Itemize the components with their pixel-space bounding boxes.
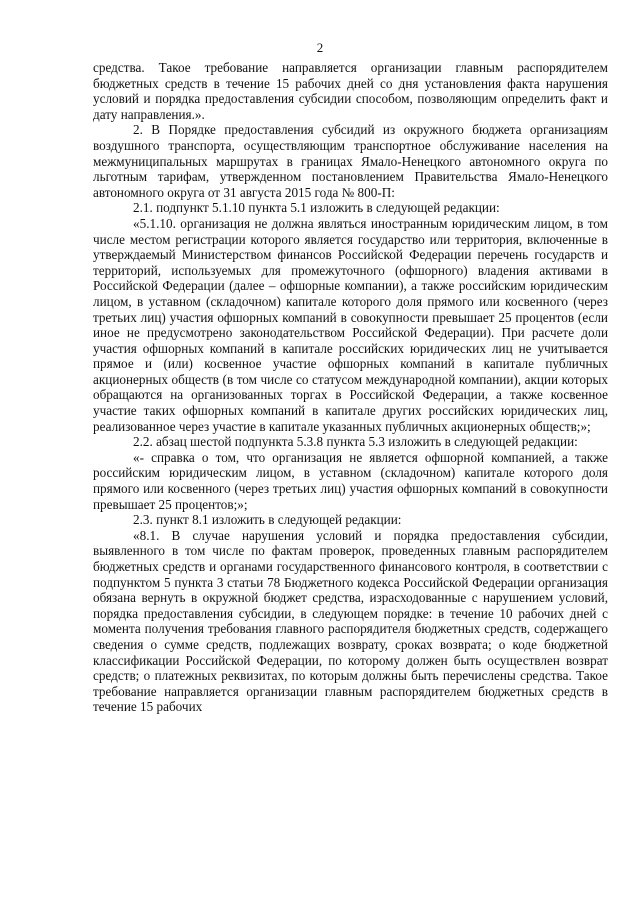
document-body <box>93 60 608 715</box>
page-number: 2 <box>316 40 324 55</box>
paragraph-quote-certificate: «- справка о том, что организация не является офшорной компанией, а также российским юридическим лицом, в уставном (складочном) капитале которого доля прямого или косвенного (через третьих лиц) участия офшорных компаний в совокупности превышает 25 процентов;»; <box>93 449 608 512</box>
paragraph-continuation: средства. Такое требование направляется организации главным распорядителем бюджетных средств в течение 15 рабочих дней со дня установления факта нарушения условий и порядка предоставления субсидии способом, позволяющим определить факт и дату направления.». <box>93 60 608 122</box>
paragraph-item-2-2: 2.2. абзац шестой подпункта 5.3.8 пункта 5.3 изложить в следующей редакции: <box>133 434 578 450</box>
paragraph-item-2-3: 2.3. пункт 8.1 изложить в следующей редакции: <box>133 512 402 528</box>
paragraph-item-2: 2. В Порядке предоставления субсидий из окружного бюджета организациям воздушного транспорта, осуществляющим транспортное обслуживание населения на межмуниципальных маршрутах в границах Ямало-Ненецкого автономного округа по льготным тарифам, утвержденном постановлением Правительства Ямало-Ненецкого автономного округа от 31 августа 2015 года № 800-П: <box>93 122 608 200</box>
paragraph-item-2-1: 2.1. подпункт 5.1.10 пункта 5.1 изложить в следующей редакции: <box>133 200 500 216</box>
paragraph-quote-8-1: «8.1. В случае нарушения условий и порядка предоставления субсидии, выявленного в том числе по фактам проверок, проведенных главным распорядителем бюджетных средств и органами государственного финансового контроля, в соответствии с подпунктом 5 пункта 3 статьи 78 Бюджетного кодекса Российской Федерации организация обязана вернуть в окружной бюджет средства, израсходованные с нарушением условий, порядка предоставления субсидии, в следующем порядке: в течение 10 рабочих дней с момента получения требования главного распорядителя бюджетных средств, содержащего сведения о сумме средств, подлежащих возврату, сроках возврата; о коде бюджетной классификации Российской Федерации, по которому должен быть осуществлен возврат средств; о платежных реквизитах, по которым должны быть перечислены средства. Такое требование направляется организации главным распорядителем бюджетных средств в течение 15 рабочих <box>93 527 608 715</box>
paragraph-quote-5-1-10: «5.1.10. организация не должна являться иностранным юридическим лицом, в том числе местом регистрации которого является государство или территория, включенные в утверждаемый Министерством финансов Российской Федерации перечень государств и территорий, используемых для промежуточного (офшорного) владения активами в Российской Федерации (далее – офшорные компании), а также российским юридическим лицом, в уставном (складочном) капитале которого доля прямого или косвенного (через третьих лиц) участия офшорных компаний в совокупности превышает 25 процентов (если иное не предусмотрено законодательством Российской Федерации). При расчете доли участия офшорных компаний в капитале российских юридических лиц не учитывается прямое и (или) косвенное участие офшорных компаний в капитале публичных акционерных обществ (в том числе со статусом международной компании), акции которых обращаются на организованных торгах в Российской Федерации, а также косвенное участие таких офшорных компаний в капитале других российских юридических лиц, реализованное через участие в капитале указанных публичных акционерных обществ;»; <box>93 215 608 434</box>
